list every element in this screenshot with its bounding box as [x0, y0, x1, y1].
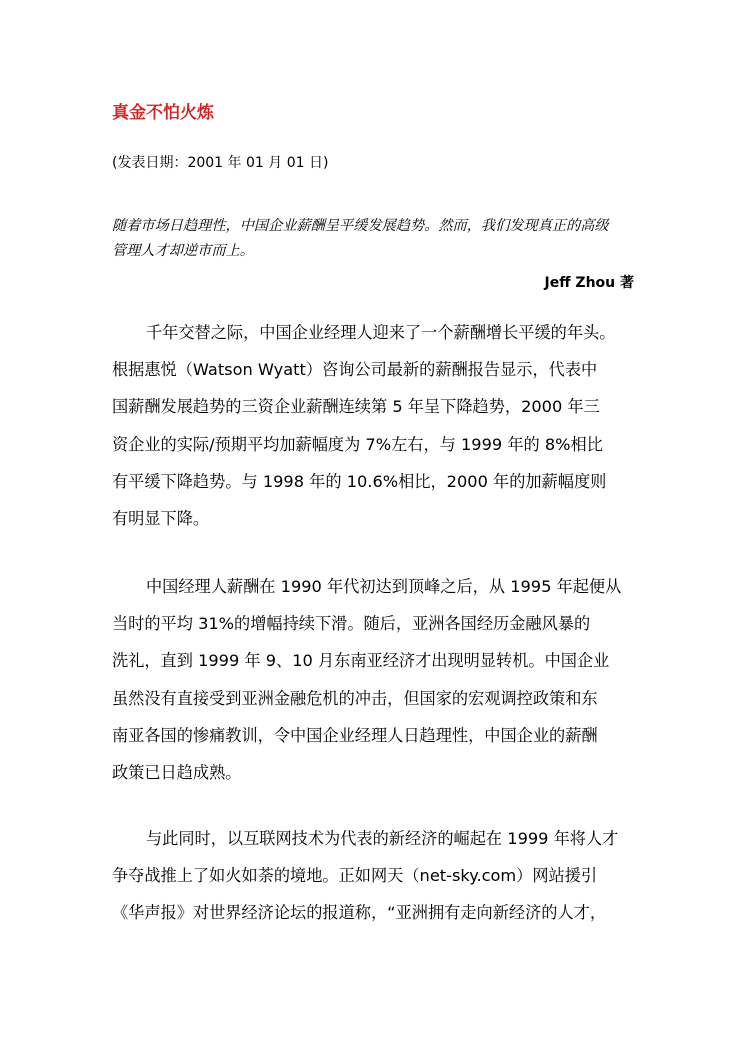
- paragraph-line: 中国经理人薪酬在 1990 年代初达到顶峰之后，从 1995 年起便从: [146, 577, 622, 596]
- paragraph-line: 国薪酬发展趋势的三资企业薪酬连续第 5 年呈下降趋势，2000 年三: [112, 397, 600, 417]
- body-paragraph-1: [112, 314, 634, 537]
- author-byline: Jeff Zhou 著: [544, 275, 634, 291]
- paragraph-line: 资企业的实际/预期平均加薪幅度为 7%左右，与 1999 年的 8%相比: [112, 434, 603, 454]
- body-paragraph-2: [112, 568, 634, 791]
- paragraph-line: 有平缓下降趋势。与 1998 年的 10.6%相比，2000 年的加薪幅度则: [112, 471, 607, 491]
- paragraph-line: 洗礼，直到 1999 年 9、10 月东南亚经济才出现明显转机。中国企业: [112, 651, 610, 671]
- paragraph-line: 争夺战推上了如火如荼的境地。正如网天（net-sky.com）网站援引: [112, 866, 598, 886]
- abstract-line: 随着市场日趋理性，中国企业薪酬呈平缓发展趋势。然而，我们发现真正的高级: [112, 218, 609, 234]
- article-title: 真金不怕火炼: [112, 103, 214, 123]
- body-paragraph-3: [112, 820, 634, 932]
- paragraph-line: 政策已日趋成熟。: [112, 763, 242, 783]
- abstract-line: 管理人才却逆市而上。: [112, 243, 254, 259]
- paragraph-line: 《华声报》对世界经济论坛的报道称，“亚洲拥有走向新经济的人才，: [112, 903, 607, 923]
- paragraph-line: 根据惠悦（Watson Wyatt）咨询公司最新的薪酬报告显示，代表中: [112, 360, 598, 380]
- publish-date: (发表日期：2001 年 01 月 01 日): [112, 155, 329, 171]
- article-abstract: [112, 214, 634, 264]
- paragraph-line: 有明显下降。: [112, 509, 210, 529]
- paragraph-line: 南亚各国的惨痛教训，令中国企业经理人日趋理性，中国企业的薪酬: [112, 725, 598, 745]
- paragraph-line: 千年交替之际，中国企业经理人迎来了一个薪酬增长平缓的年头。: [146, 323, 616, 342]
- paragraph-line: 虽然没有直接受到亚洲金融危机的冲击，但国家的宏观调控政策和东: [112, 688, 598, 708]
- paragraph-line: 与此同时，以互联网技术为代表的新经济的崛起在 1999 年将人才: [146, 829, 619, 848]
- paragraph-line: 当时的平均 31%的增幅持续下滑。随后，亚洲各国经历金融风暴的: [112, 614, 591, 634]
